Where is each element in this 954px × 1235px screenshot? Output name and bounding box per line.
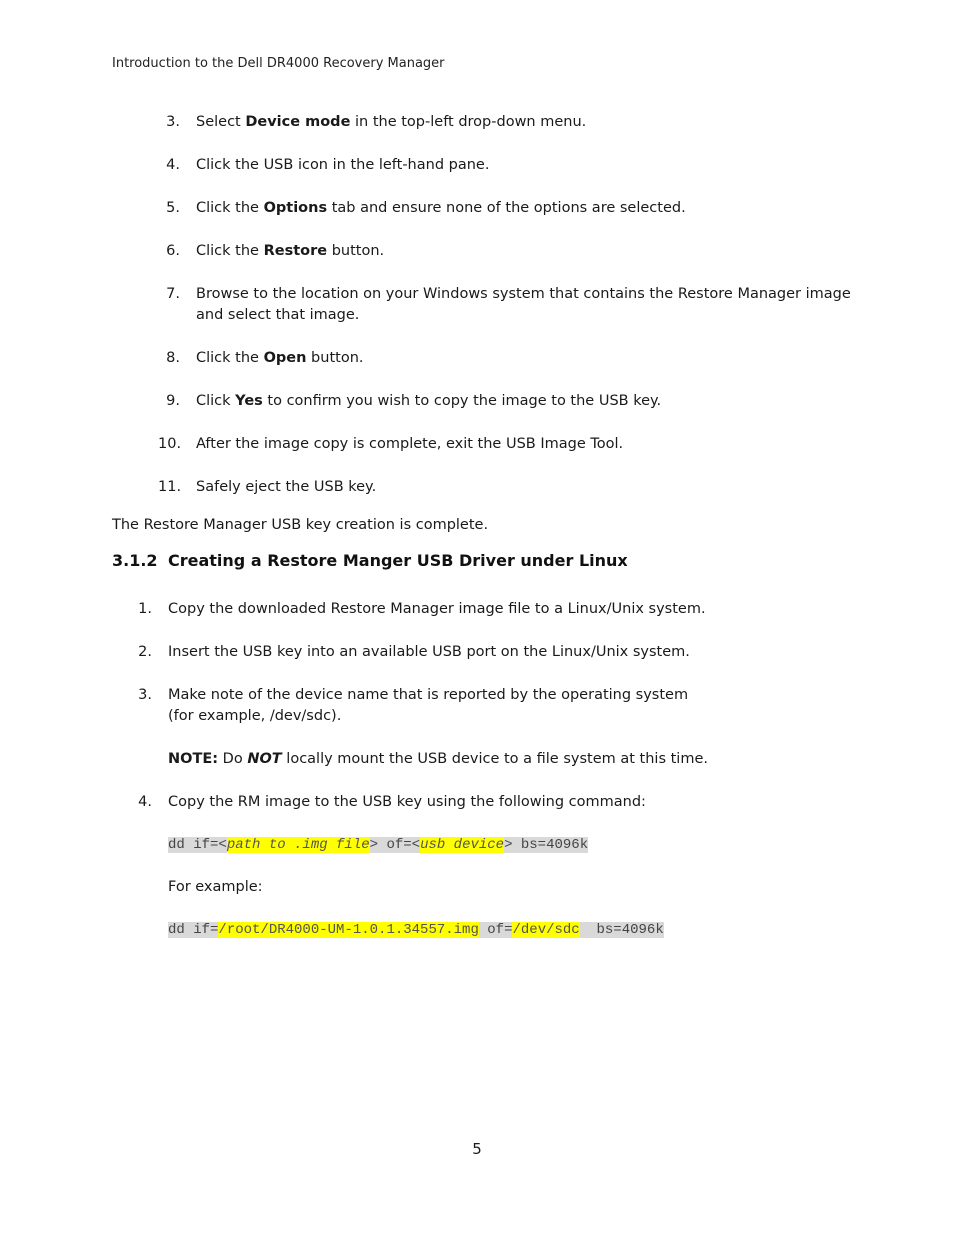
text-bold: Yes <box>235 393 263 409</box>
list-number: 4. <box>138 794 152 810</box>
for-example-label: For example: <box>168 879 263 895</box>
completion-text: The Restore Manager USB key creation is complete. <box>112 517 489 533</box>
note-pre: Do <box>218 751 248 767</box>
code-highlight: /dev/sdc <box>512 922 580 938</box>
note <box>168 749 708 770</box>
section-number: 3.1.2 <box>112 551 158 570</box>
list-number: 2. <box>138 644 152 660</box>
list-number: 9. <box>166 393 180 409</box>
list-number: 10. <box>158 436 182 452</box>
text-bold: Open <box>263 350 307 366</box>
list-text: Safely eject the USB key. <box>196 479 377 495</box>
section-title: Creating a Restore Manger USB Driver under Linux <box>168 551 628 570</box>
list-text <box>196 198 686 219</box>
text-bold: Device mode <box>245 114 351 130</box>
list-text: Click the USB icon in the left-hand pane. <box>196 157 490 173</box>
note-post: locally mount the USB device to a file system at this time. <box>281 751 708 767</box>
text-post: to confirm you wish to copy the image to the USB key. <box>262 393 662 409</box>
section-heading <box>112 551 628 570</box>
code-segment: > bs=4096k <box>504 837 589 853</box>
list-text-line2: (for example, /dev/sdc). <box>168 708 342 724</box>
text-post: tab and ensure none of the options are selected. <box>327 200 686 216</box>
list-number: 11. <box>158 479 182 495</box>
list-text <box>196 241 384 262</box>
text-pre: Click the <box>196 243 264 259</box>
running-header: Introduction to the Dell DR4000 Recovery Manager <box>112 56 445 71</box>
list-number: 8. <box>166 350 180 366</box>
code-segment: dd if= <box>168 922 219 938</box>
text-post: button. <box>306 350 364 366</box>
list-number: 6. <box>166 243 180 259</box>
list-text <box>196 348 364 369</box>
text-post: button. <box>327 243 385 259</box>
code-highlight: /root/DR4000-UM-1.0.1.34557.img <box>218 922 479 938</box>
list-text: Copy the RM image to the USB key using the following command: <box>168 794 646 810</box>
list-number: 4. <box>166 157 180 173</box>
list-text: Copy the downloaded Restore Manager image file to a Linux/Unix system. <box>168 601 706 617</box>
list-text: Insert the USB key into an available USB port on the Linux/Unix system. <box>168 644 690 660</box>
page-number: 5 <box>472 1140 482 1158</box>
note-emphasis: NOT <box>247 751 282 767</box>
command-example <box>168 921 664 939</box>
list-number: 3. <box>138 687 152 703</box>
code-segment: dd if=< <box>168 837 227 853</box>
list-number: 3. <box>166 114 180 130</box>
code-segment: of= <box>478 922 513 938</box>
list-text: Make note of the device name that is reported by the operating system <box>168 687 689 703</box>
text-bold: Options <box>263 200 328 216</box>
list-number: 7. <box>166 286 180 302</box>
list-number: 1. <box>138 601 152 617</box>
list-number: 5. <box>166 200 180 216</box>
text-pre: Click the <box>196 350 264 366</box>
list-text-line2: and select that image. <box>196 307 360 323</box>
text-pre: Click the <box>196 200 264 216</box>
list-text <box>196 391 661 412</box>
text-pre: Select <box>196 114 246 130</box>
text-post: in the top-left drop-down menu. <box>350 114 587 130</box>
code-segment: > of=< <box>369 837 421 853</box>
list-text <box>196 112 586 133</box>
code-placeholder: usb device <box>420 837 505 853</box>
code-segment: bs=4096k <box>579 922 664 938</box>
note-label: NOTE: <box>168 751 219 767</box>
list-text: Browse to the location on your Windows system that contains the Restore Manager image <box>196 286 851 302</box>
text-bold: Restore <box>263 243 328 259</box>
list-text: After the image copy is complete, exit the USB Image Tool. <box>196 436 624 452</box>
command-template <box>168 836 588 854</box>
text-pre: Click <box>196 393 236 409</box>
code-placeholder: path to .img file <box>226 837 370 853</box>
